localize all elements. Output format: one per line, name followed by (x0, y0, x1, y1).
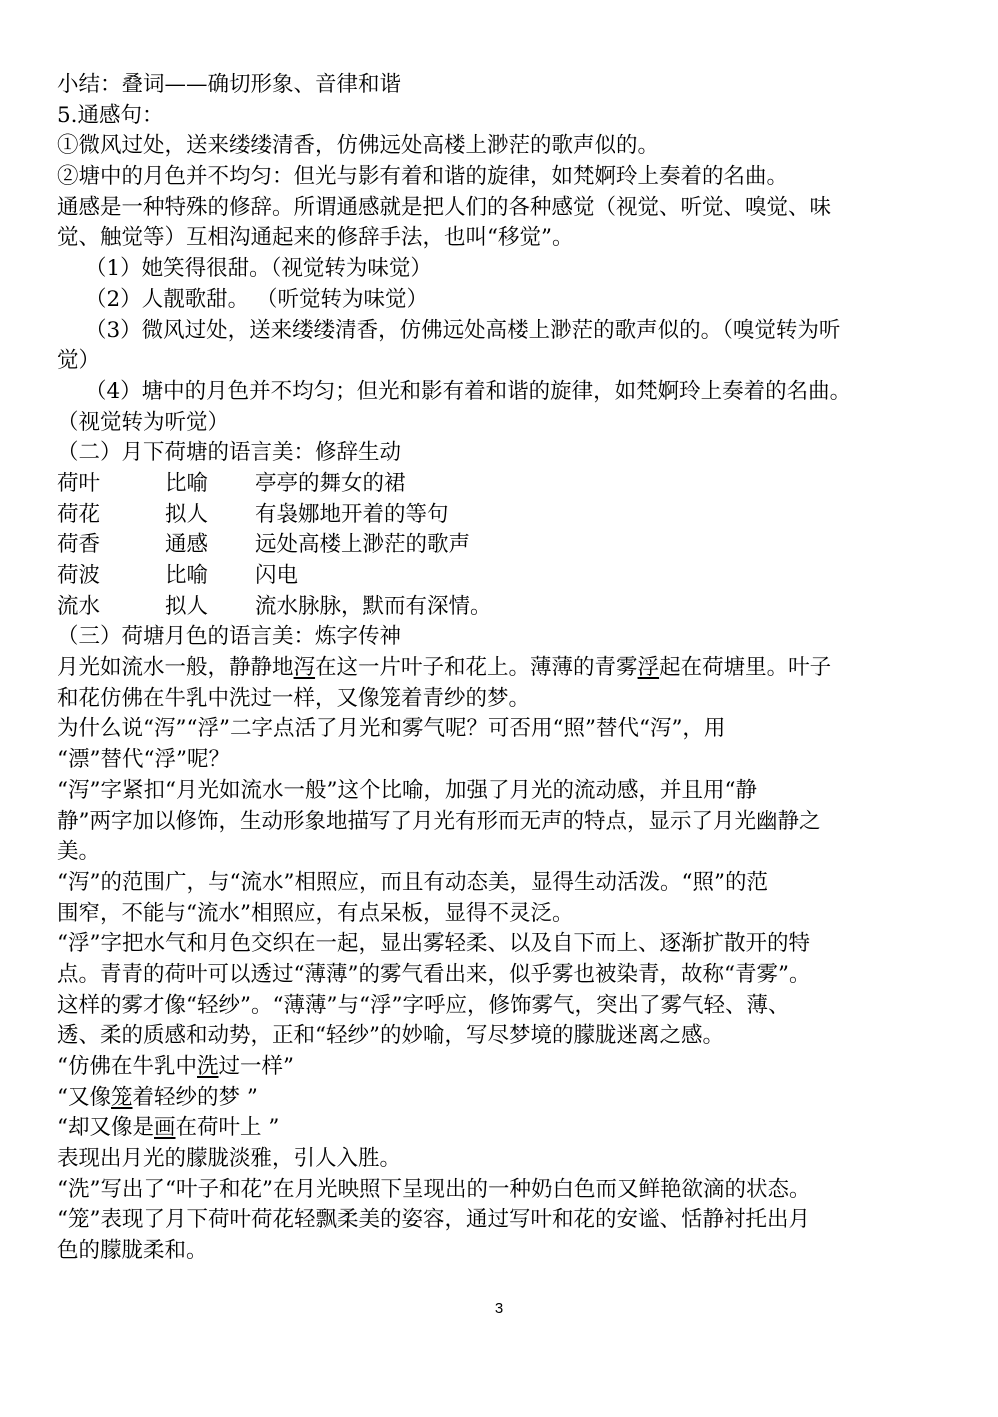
table-cell-subject: 流水 (57, 593, 101, 619)
paragraph-line: 为什么说“泻”“浮”二字点活了月光和雾气呢？可否用“照”替代“泻”，用 (57, 716, 726, 742)
table-cell-text: 闪电 (255, 563, 299, 588)
paragraph-line: 色的朦胧柔和。 (57, 1238, 208, 1264)
table-cell-device: 通感 (165, 532, 209, 558)
paragraph-line: 这样的雾才像“轻纱”。“薄薄”与“浮”字呼应，修饰雾气，突出了雾气轻、薄、 (57, 992, 790, 1018)
table-cell-subject: 荷叶 (57, 470, 101, 496)
table-cell-device: 拟人 (165, 501, 209, 527)
paragraph-line: 静”两字加以修饰，生动形象地描写了月光有形而无声的特点，显示了月光幽静之 (57, 808, 821, 834)
definition-line-2: 觉、触觉等）互相沟通起来的修辞手法，也叫“移觉”。 (57, 225, 574, 251)
table-cell-subject: 荷波 (57, 563, 101, 588)
item-2: （2）人靓歌甜。 （听觉转为味觉） (85, 286, 429, 312)
table-row (57, 561, 947, 592)
quote-line-1 (57, 653, 947, 684)
quote-line-2: 和花仿佛在牛乳中洗过一样，又像笼着青纱的梦。 (57, 685, 531, 711)
item-3: （3）微风过处，送来缕缕清香，仿佛远处高楼上渺茫的歌声似的。（嗅觉转为听 (85, 317, 841, 343)
section-2-title: （二）月下荷塘的语言美：修辞生动 (57, 440, 402, 466)
item-4-cont: （视觉转为听觉） (57, 409, 230, 435)
table-row (57, 530, 947, 561)
item-4: （4）塘中的月色并不均匀；但光和影有着和谐的旋律，如梵婀玲上奏着的名曲。 (85, 378, 852, 404)
paragraph-line: 表现出月光的朦胧淡雅，引人入胜。 (57, 1146, 402, 1172)
heading-synesthesia: 5.通感句： (57, 102, 164, 128)
paragraph-line: “洗”写出了“叶子和花”在月光映照下呈现出的一种奶白色而又鲜艳欲滴的状态。 (57, 1176, 811, 1202)
item-1: （1）她笑得很甜。（视觉转为味觉） (85, 256, 432, 282)
item-3-cont: 觉） (57, 348, 101, 374)
paragraph-line: 美。 (57, 839, 101, 865)
quote-wash: “仿佛在牛乳中洗过一样” (57, 1054, 295, 1079)
paragraph-line: “笼”表现了月下荷叶荷花轻飘柔美的姿容，通过写叶和花的安谧、恬静衬托出月 (57, 1207, 810, 1233)
table-cell-device: 比喻 (165, 470, 209, 496)
table-cell-text: 有袅娜地开着的等句 (255, 501, 449, 527)
table-cell-device: 比喻 (165, 563, 209, 588)
example-2: ②塘中的月色并不均匀：但光与影有着和谐的旋律，如梵婀玲上奏着的名曲。 (57, 164, 789, 190)
keyword-hua: 画 (154, 1115, 176, 1141)
summary-line: 小结：叠词——确切形象、音律和谐 (57, 72, 402, 97)
quote-text: 起在荷塘里。叶子 (659, 655, 832, 681)
paragraph-line: 点。青青的荷叶可以透过“薄薄”的雾气看出来，似乎雾也被染青，故称“青雾”。 (57, 961, 811, 987)
section-3-title: （三）荷塘月色的语言美：炼字传神 (57, 624, 402, 650)
paragraph-line: “浮”字把水气和月色交织在一起，显出雾轻柔、以及自下而上、逐渐扩散开的特 (57, 931, 810, 957)
table-cell-text: 流水脉脉，默而有深情。 (255, 593, 492, 619)
table-cell-subject: 荷花 (57, 501, 101, 527)
table-row (57, 500, 947, 531)
table-cell-text: 远处高楼上渺茫的歌声 (255, 532, 471, 558)
example-1: ①微风过处，送来缕缕清香，仿佛远处高楼上渺茫的歌声似的。 (57, 133, 660, 159)
table-cell-device: 拟人 (165, 593, 209, 619)
paragraph-line: “泻”的范围广，与“流水”相照应，而且有动态美，显得生动活泼。“照”的范 (57, 869, 768, 895)
definition-line-1: 通感是一种特殊的修辞。所谓通感就是把人们的各种感觉（视觉、听觉、嗅觉、味 (57, 194, 832, 220)
quote-text: 在这一片叶子和花上。薄薄的青雾 (315, 655, 638, 681)
table-row (57, 469, 947, 500)
paragraph-line: “泻”字紧扣“月光如流水一般”这个比喻，加强了月光的流动感，并且用“静 (57, 777, 757, 803)
table-row (57, 592, 947, 623)
quote-paint: “却又像是画在荷叶上 ” (57, 1115, 280, 1141)
paragraph-line: “漂”替代“浮”呢？ (57, 747, 230, 773)
keyword-xie: 泻 (293, 655, 316, 681)
table-cell-text: 亭亭的舞女的裙 (255, 470, 406, 496)
keyword-xi: 洗 (197, 1054, 219, 1079)
paragraph-line: 围窄，不能与“流水”相照应，有点呆板，显得不灵泛。 (57, 900, 574, 926)
quote-veil: “又像笼着轻纱的梦 ” (57, 1084, 258, 1110)
document-page (57, 70, 947, 1267)
paragraph-line: 透、柔的质感和动势，正和“轻纱”的妙喻，写尽梦境的朦胧迷离之感。 (57, 1023, 724, 1049)
quote-text: 月光如流水一般，静静地 (57, 655, 294, 681)
keyword-fu: 浮 (637, 655, 660, 681)
page-number: 3 (494, 1300, 504, 1317)
table-cell-subject: 荷香 (57, 532, 101, 558)
keyword-long: 笼 (111, 1084, 133, 1110)
